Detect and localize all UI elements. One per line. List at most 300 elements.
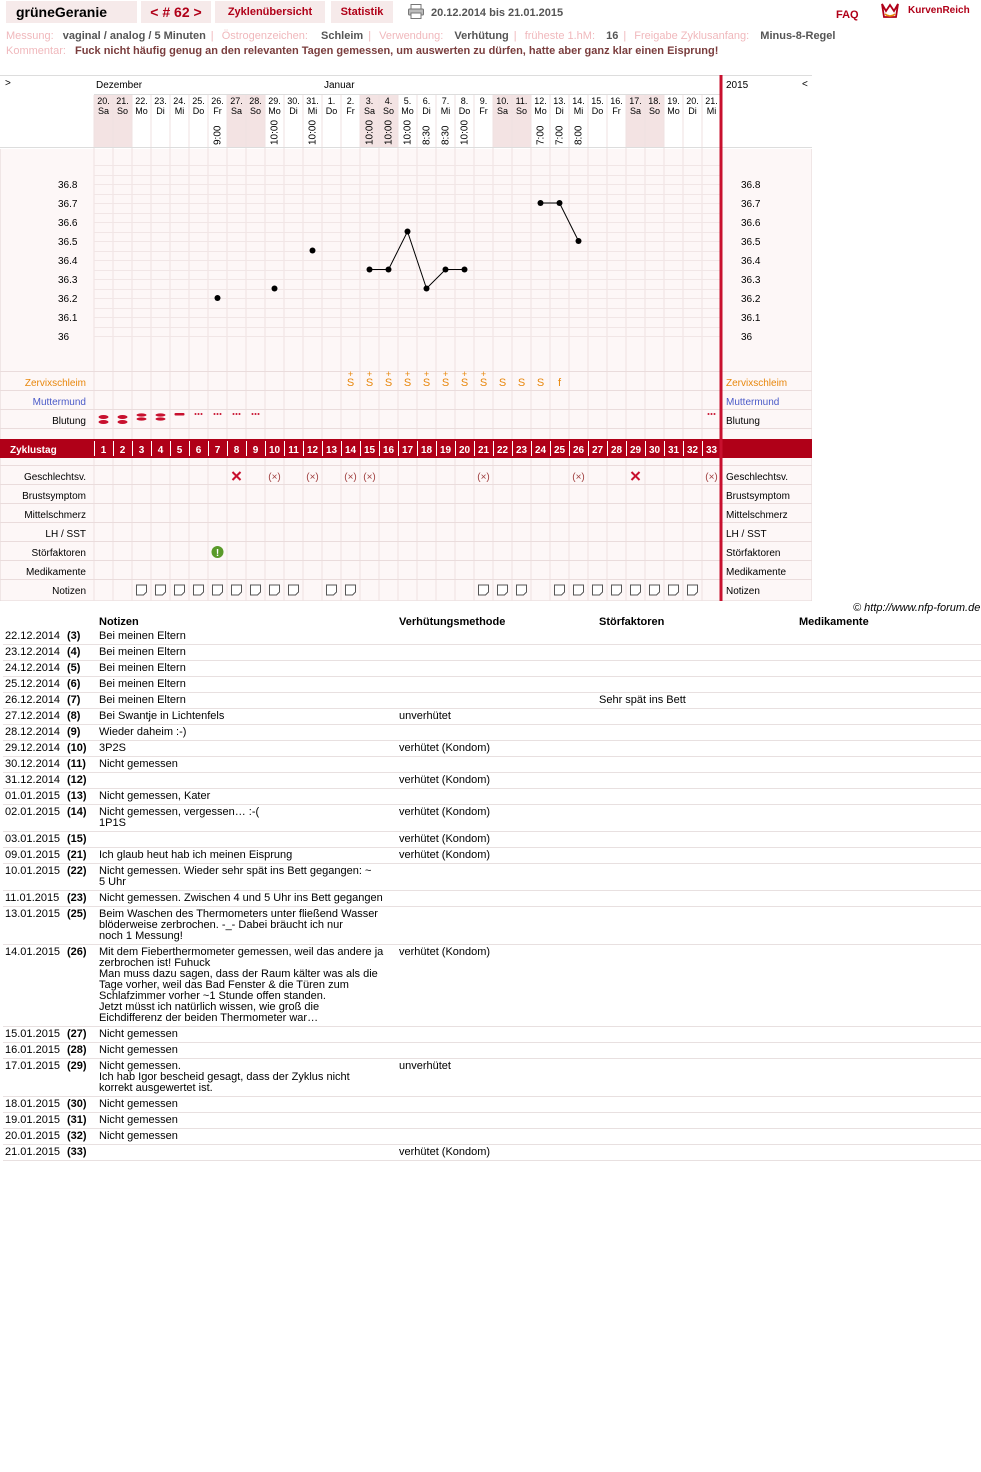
day-date: 20. (97, 96, 110, 106)
row-note: 3P2S (97, 741, 397, 757)
cycle-chart (0, 75, 812, 601)
earliest-label: früheste 1.hM: (524, 30, 596, 42)
row-meds (797, 773, 981, 789)
row-disturb (597, 741, 797, 757)
note-icon (631, 585, 641, 595)
row-date: 03.01.2015 (3, 832, 65, 848)
temp-label-left: 36.4 (58, 256, 78, 267)
tab-cycle-overview[interactable]: Zyklenübersicht (215, 1, 325, 23)
row-cycleday: (13) (65, 789, 97, 805)
cycleday-number: 23 (515, 445, 528, 456)
temp-point (424, 286, 430, 292)
day-date: 15. (591, 96, 604, 106)
day-date: 31. (306, 96, 319, 106)
bleeding-spot (214, 413, 216, 415)
row-method (397, 907, 597, 945)
measure-time: 8:30 (440, 125, 452, 145)
table-row (3, 1097, 981, 1113)
table-row (3, 1129, 981, 1145)
day-weekday: So (515, 106, 528, 116)
note-icon (137, 585, 147, 595)
day-date: 21. (705, 96, 718, 106)
table-row (3, 1145, 981, 1161)
table-row (3, 1113, 981, 1129)
day-date: 3. (365, 96, 374, 106)
temp-label-right: 36.7 (741, 199, 761, 210)
row-label-midpain: Mittelschmerz (24, 510, 86, 521)
temp-label-left: 36 (58, 332, 70, 343)
temp-point (405, 229, 411, 235)
row-cycleday: (11) (65, 757, 97, 773)
cycleday-number: 27 (591, 445, 604, 456)
row-date: 25.12.2014 (3, 677, 65, 693)
table-row (3, 945, 981, 1027)
print-icon[interactable] (408, 4, 424, 19)
day-date: 28. (249, 96, 262, 106)
row-note: Bei meinen Eltern (97, 645, 397, 661)
note-icon (346, 585, 356, 595)
row-method (397, 891, 597, 907)
note-icon (669, 585, 679, 595)
row-meds (797, 677, 981, 693)
cervix-mark-plus: + (480, 369, 487, 379)
day-date: 22. (135, 96, 148, 106)
notes-table-header (3, 614, 981, 629)
day-date: 4. (384, 96, 393, 106)
day-weekday: Di (422, 106, 431, 116)
cervix-mark-plus: + (366, 369, 373, 379)
row-meds (797, 1059, 981, 1097)
cycleday-label: Zyklustag (10, 445, 57, 456)
day-weekday: Sa (496, 106, 509, 116)
temp-label-right: 36.1 (741, 313, 761, 324)
day-date: 1. (327, 96, 336, 106)
note-icon (517, 585, 527, 595)
measure-time: 10:00 (307, 119, 319, 145)
tab-statistics[interactable]: Statistik (331, 1, 393, 23)
row-disturb (597, 629, 797, 645)
row-disturb (597, 677, 797, 693)
row-note: Bei Swantje in Lichtenfels (97, 709, 397, 725)
sex-mark-unprotected: (×) (572, 472, 585, 483)
row-method (397, 661, 597, 677)
day-weekday: Di (156, 106, 165, 116)
row-method: verhütet (Kondom) (397, 773, 597, 789)
day-weekday: Mi (706, 106, 717, 116)
sex-mark-unprotected: (×) (705, 472, 718, 483)
earliest-value: 16 (606, 30, 619, 42)
row-note: Bei meinen Eltern (97, 677, 397, 693)
table-row (3, 864, 981, 891)
row-meds (797, 629, 981, 645)
table-row (3, 1043, 981, 1059)
row-method: unverhütet (397, 1059, 597, 1097)
temp-label-left: 36.3 (58, 275, 78, 286)
cervix-mark: S (422, 377, 431, 389)
row-label-right-sex: Geschlechtsv. (726, 472, 789, 483)
row-label-right-breast: Brustsymptom (726, 491, 790, 502)
row-cycleday: (25) (65, 907, 97, 945)
table-row (3, 757, 981, 773)
cycleday-number: 17 (401, 445, 414, 456)
row-date: 17.01.2015 (3, 1059, 65, 1097)
temp-label-left: 36.5 (58, 237, 78, 248)
day-date: 17. (629, 96, 642, 106)
row-disturb: Sehr spät ins Bett (597, 693, 797, 709)
row-date: 30.12.2014 (3, 757, 65, 773)
row-cycleday: (10) (65, 741, 97, 757)
copyright-link[interactable]: © http://www.nfp-forum.de (853, 602, 981, 614)
row-disturb (597, 789, 797, 805)
day-date: 27. (230, 96, 243, 106)
logo-text: KurvenReich (908, 5, 970, 16)
table-row (3, 741, 981, 757)
day-weekday: Sa (97, 106, 110, 116)
day-date: 10. (496, 96, 509, 106)
day-weekday: Di (555, 106, 564, 116)
measure-time: 10:00 (269, 119, 281, 145)
note-icon (194, 585, 204, 595)
measure-time: 10:00 (459, 119, 471, 145)
row-date: 01.01.2015 (3, 789, 65, 805)
bleeding-mark (118, 420, 128, 424)
row-date: 19.01.2015 (3, 1113, 65, 1129)
row-label-right-midpain: Mittelschmerz (726, 510, 788, 521)
row-label-breast: Brustsymptom (22, 491, 86, 502)
row-method (397, 1113, 597, 1129)
day-date: 12. (534, 96, 547, 106)
col-disturb: Störfaktoren (599, 615, 665, 628)
row-method (397, 864, 597, 891)
cervix-mark: S (479, 377, 488, 389)
note-icon (612, 585, 622, 595)
bleeding-mark (99, 415, 109, 419)
row-disturb (597, 945, 797, 1027)
row-disturb (597, 645, 797, 661)
cycleday-number: 2 (119, 445, 126, 456)
temp-point (386, 267, 392, 273)
row-disturb (597, 1113, 797, 1129)
note-icon (213, 585, 223, 595)
cycleday-number: 15 (363, 445, 376, 456)
cervix-mark-plus: + (461, 369, 468, 379)
row-meds (797, 1097, 981, 1113)
day-date: 7. (441, 96, 450, 106)
row-note: Nicht gemessen. Zwischen 4 und 5 Uhr ins Bett gegangen (97, 891, 397, 907)
row-date: 14.01.2015 (3, 945, 65, 1027)
chart-nav-left-icon: > (5, 78, 11, 89)
comment-text: Fuck nicht häufig genug an den relevanten Tagen gemessen, um auswerten zu dürfen, hatte aber ganz klar einen Eisprung! (74, 45, 719, 57)
day-weekday: Fr (612, 106, 621, 116)
sex-mark-unprotected: (×) (344, 472, 357, 483)
day-weekday: Mo (268, 106, 281, 116)
temp-point (462, 267, 468, 273)
row-cycleday: (26) (65, 945, 97, 1027)
row-label-notes: Notizen (52, 586, 86, 597)
faq-link[interactable]: FAQ (836, 9, 859, 21)
cervix-mark: S (441, 377, 450, 389)
table-row (3, 1059, 981, 1097)
day-date: 14. (572, 96, 585, 106)
cycle-navigator[interactable]: < # 62 > (141, 1, 211, 23)
row-meds (797, 805, 981, 832)
temp-label-right: 36.6 (741, 218, 761, 229)
day-weekday: Fr (346, 106, 355, 116)
row-disturb (597, 661, 797, 677)
row-label-mouth: Muttermund (32, 397, 86, 408)
notes-table (3, 614, 981, 1161)
row-cycleday: (32) (65, 1129, 97, 1145)
row-disturb (597, 725, 797, 741)
day-date: 16. (610, 96, 623, 106)
table-row (3, 645, 981, 661)
row-method: verhütet (Kondom) (397, 1145, 597, 1161)
row-cycleday: (14) (65, 805, 97, 832)
bleeding-spot (220, 413, 222, 415)
row-cycleday: (4) (65, 645, 97, 661)
day-date: 13. (553, 96, 566, 106)
release-value: Minus-8-Regel (760, 30, 836, 42)
estrogen-value: Schleim (321, 30, 364, 42)
row-disturb (597, 848, 797, 864)
row-cycleday: (6) (65, 677, 97, 693)
cycleday-number: 18 (420, 445, 433, 456)
row-cycleday: (9) (65, 725, 97, 741)
row-note: Wieder daheim :-) (97, 725, 397, 741)
app-brand[interactable]: grüneGeranie (6, 1, 137, 23)
measure-time: 8:00 (573, 125, 585, 145)
row-note: Ich glaub heut hab ich meinen Eisprung (97, 848, 397, 864)
table-row (3, 832, 981, 848)
row-disturb (597, 757, 797, 773)
row-date: 22.12.2014 (3, 629, 65, 645)
day-date: 2. (346, 96, 355, 106)
day-weekday: Di (289, 106, 298, 116)
row-meds (797, 1145, 981, 1161)
bleeding-spot (258, 413, 260, 415)
cycleday-number: 29 (629, 445, 642, 456)
row-method (397, 1097, 597, 1113)
day-date: 18. (648, 96, 661, 106)
day-weekday: Sa (363, 106, 376, 116)
measure-time: 7:00 (535, 125, 547, 145)
cycleday-number: 16 (382, 445, 395, 456)
row-date: 29.12.2014 (3, 741, 65, 757)
table-row (3, 629, 981, 645)
bleeding-spot (255, 413, 257, 415)
row-cycleday: (12) (65, 773, 97, 789)
day-weekday: Mo (135, 106, 148, 116)
row-cycleday: (15) (65, 832, 97, 848)
cycleday-number: 32 (686, 445, 699, 456)
usage-label: Verwendung: (379, 30, 444, 42)
row-note (97, 773, 397, 789)
sex-mark-unprotected: (×) (306, 472, 319, 483)
row-meds (797, 661, 981, 677)
row-cycleday: (33) (65, 1145, 97, 1161)
temp-label-right: 36.2 (741, 294, 761, 305)
sex-mark-unprotected: (×) (268, 472, 281, 483)
row-method: verhütet (Kondom) (397, 805, 597, 832)
row-date: 28.12.2014 (3, 725, 65, 741)
day-weekday: Mo (534, 106, 547, 116)
row-date: 20.01.2015 (3, 1129, 65, 1145)
day-weekday: So (648, 106, 661, 116)
release-label: Freigabe Zyklusanfang: (634, 30, 750, 42)
sex-mark-unprotected: (×) (363, 472, 376, 483)
row-note: Nicht gemessen (97, 1129, 397, 1145)
measure-time: 8:30 (421, 125, 433, 145)
row-label-right-meds: Medikamente (726, 567, 787, 578)
row-date: 27.12.2014 (3, 709, 65, 725)
note-icon (574, 585, 584, 595)
temp-label-right: 36 (741, 332, 753, 343)
row-note: Nicht gemessen. Ich hab Igor bescheid gesagt, dass der Zyklus nicht korrekt ausgewertet ist. (97, 1059, 397, 1097)
temp-label-left: 36.7 (58, 199, 78, 210)
temp-label-right: 36.3 (741, 275, 761, 286)
row-meds (797, 1043, 981, 1059)
row-note: Bei meinen Eltern (97, 693, 397, 709)
row-meds (797, 693, 981, 709)
day-weekday: Do (325, 106, 338, 116)
cycleday-number: 10 (268, 445, 281, 456)
cycleday-number: 20 (458, 445, 471, 456)
row-cycleday: (27) (65, 1027, 97, 1043)
estrogen-label: Östrogenzeichen: (221, 30, 308, 42)
row-note: Mit dem Fieberthermometer gemessen, weil das andere ja zerbrochen ist! Fuhuck Man muss dazu sagen, dass der Raum kälter was als die Tage vorher, weil das Bad Fenster & die Türen zum Schlafzimmer vorher ~1 Stunde offen standen. Jetzt müsst ich natürlich wissen, wie groß die Eichdifferenz der beiden Thermometer war… (97, 945, 397, 1027)
row-label-sex: Geschlechtsv. (23, 472, 86, 483)
cycleday-number: 9 (252, 445, 259, 456)
row-date: 31.12.2014 (3, 773, 65, 789)
table-row (3, 773, 981, 789)
date-range: 20.12.2014 bis 21.01.2015 (431, 7, 564, 19)
row-label-meds: Medikamente (25, 567, 86, 578)
row-disturb (597, 773, 797, 789)
row-date: 26.12.2014 (3, 693, 65, 709)
day-weekday: Mi (573, 106, 584, 116)
row-cycleday: (21) (65, 848, 97, 864)
cervix-mark: S (498, 377, 507, 389)
row-method (397, 725, 597, 741)
row-meds (797, 757, 981, 773)
row-label-right-notes: Notizen (726, 586, 760, 597)
cervix-mark: S (365, 377, 374, 389)
cycleday-number: 12 (306, 445, 319, 456)
day-date: 8. (460, 96, 469, 106)
bleeding-spot (217, 413, 219, 415)
row-label-disturb: Störfaktoren (31, 548, 86, 559)
note-icon (327, 585, 337, 595)
row-note: Bei meinen Eltern (97, 629, 397, 645)
row-label-right-disturb: Störfaktoren (726, 548, 781, 559)
bleeding-spot (195, 413, 197, 415)
row-disturb (597, 891, 797, 907)
cycleday-number: 5 (176, 445, 183, 456)
day-weekday: Do (192, 106, 205, 116)
measure-time: 10:00 (383, 119, 395, 145)
row-cycleday: (22) (65, 864, 97, 891)
row-disturb (597, 832, 797, 848)
cycleday-number: 13 (325, 445, 338, 456)
cycleday-number: 3 (138, 445, 145, 456)
day-date: 5. (403, 96, 412, 106)
cervix-mark-plus: + (442, 369, 449, 379)
month-label: Januar (324, 80, 355, 91)
note-icon (555, 585, 565, 595)
row-note (97, 1145, 397, 1161)
day-weekday: So (382, 106, 395, 116)
day-date: 19. (667, 96, 680, 106)
row-date: 11.01.2015 (3, 891, 65, 907)
cervix-mark: S (536, 377, 545, 389)
day-weekday: Di (688, 106, 697, 116)
row-date: 10.01.2015 (3, 864, 65, 891)
day-weekday: Mi (440, 106, 451, 116)
bleeding-mark (137, 413, 147, 416)
table-row (3, 907, 981, 945)
row-meds (797, 848, 981, 864)
row-method: verhütet (Kondom) (397, 741, 597, 757)
row-method (397, 677, 597, 693)
cycleday-number: 24 (534, 445, 547, 456)
day-weekday: Do (591, 106, 604, 116)
note-icon (650, 585, 660, 595)
bleeding-spot (711, 413, 713, 415)
cycleday-number: 1 (100, 445, 107, 456)
info-line: Messung: vaginal / analog / 5 Minuten | Östrogenzeichen: Schleim | Verwendung: Verhütung | früheste 1.hM: 16 | Freigabe Zyklusanfang: Minus-8-Regel (6, 30, 836, 42)
col-meds: Medikamente (799, 615, 869, 628)
row-meds (797, 907, 981, 945)
row-note: Nicht gemessen (97, 1097, 397, 1113)
row-label-right-lh: LH / SST (726, 529, 767, 540)
row-method (397, 1043, 597, 1059)
comment-label: Kommentar: (6, 45, 66, 57)
temp-label-left: 36.8 (58, 180, 78, 191)
cycleday-number: 31 (667, 445, 680, 456)
row-cycleday: (28) (65, 1043, 97, 1059)
bleeding-spot (201, 413, 203, 415)
bleeding-spot (236, 413, 238, 415)
row-disturb (597, 907, 797, 945)
cycleday-number: 30 (648, 445, 661, 456)
row-date: 18.01.2015 (3, 1097, 65, 1113)
table-row (3, 805, 981, 832)
row-cycleday: (31) (65, 1113, 97, 1129)
row-meds (797, 945, 981, 1027)
bleeding-spot (708, 413, 710, 415)
row-note: Bei meinen Eltern (97, 661, 397, 677)
row-method (397, 757, 597, 773)
row-meds (797, 725, 981, 741)
row-method (397, 645, 597, 661)
cycleday-number: 33 (705, 445, 718, 456)
row-meds (797, 709, 981, 725)
day-weekday: Do (458, 106, 471, 116)
row-method: unverhütet (397, 709, 597, 725)
row-method: verhütet (Kondom) (397, 945, 597, 1027)
note-icon (498, 585, 508, 595)
bleeding-mark (137, 417, 147, 420)
bleeding-spot (714, 413, 716, 415)
day-weekday: Mo (667, 106, 680, 116)
table-row (3, 725, 981, 741)
row-method (397, 789, 597, 805)
note-icon (289, 585, 299, 595)
comment-line (6, 45, 976, 57)
row-disturb (597, 805, 797, 832)
temp-point (272, 286, 278, 292)
bleeding-spot (239, 413, 241, 415)
